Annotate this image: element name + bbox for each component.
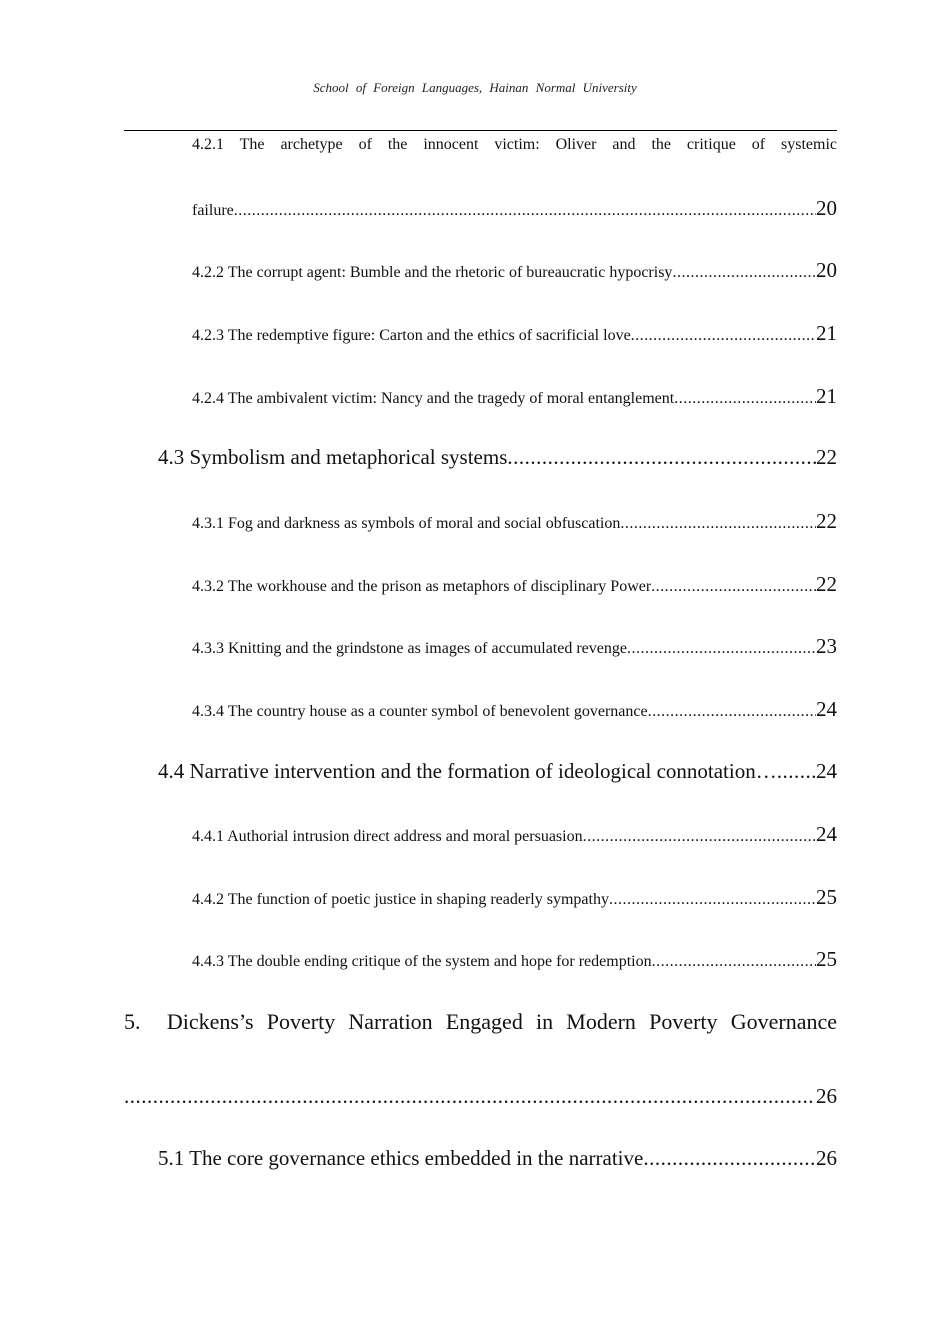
leader-dots bbox=[507, 442, 816, 472]
leader-dots bbox=[652, 947, 816, 974]
toc-entry-text: 4.2.1 The archetype of the innocent victim: Oliver and the critique of systemic bbox=[192, 136, 837, 153]
toc-entry-4-2-2[interactable] bbox=[192, 255, 837, 285]
toc-page-number: 22 bbox=[816, 445, 837, 469]
leader-dots bbox=[124, 1081, 812, 1111]
toc-page-number: 20 bbox=[816, 258, 837, 282]
leader-dots bbox=[777, 756, 816, 786]
toc-entry-4-3[interactable] bbox=[158, 442, 837, 472]
toc-entry-4-2-3[interactable] bbox=[192, 318, 837, 348]
leader-dots bbox=[672, 258, 816, 285]
toc-page-number: 21 bbox=[816, 384, 837, 408]
toc-entry-5-line2[interactable] bbox=[124, 1081, 837, 1111]
toc-entry-5-1[interactable] bbox=[158, 1143, 837, 1173]
toc-entry-text: failure bbox=[192, 202, 234, 219]
toc-entry-text: 5. Dickens’s Poverty Narration Engaged in Modern Poverty Governance bbox=[124, 1009, 837, 1034]
leader-dots bbox=[631, 321, 816, 348]
toc-entry-4-4-3[interactable] bbox=[192, 944, 837, 974]
toc-entry-text: 4.2.2 The corrupt agent: Bumble and the rhetoric of bureaucratic hypocrisy bbox=[192, 264, 673, 281]
leader-dots bbox=[620, 509, 816, 536]
toc-page-number: 26 bbox=[816, 1146, 837, 1170]
toc-entry-5-line1[interactable] bbox=[124, 1007, 837, 1037]
toc-page-number: 24 bbox=[816, 697, 837, 721]
toc-page-number: 25 bbox=[816, 947, 837, 971]
leader-dots bbox=[674, 384, 816, 411]
toc-page-number: 23 bbox=[816, 634, 837, 658]
toc-entry-4-2-1-line2[interactable] bbox=[192, 193, 837, 223]
toc-page-number: 20 bbox=[816, 196, 837, 220]
toc-entry-text: 4.3.1 Fog and darkness as symbols of moral and social obfuscation bbox=[192, 515, 621, 532]
toc-page-number: 24 bbox=[816, 759, 837, 783]
toc-entry-text: 4.3.2 The workhouse and the prison as metaphors of disciplinary Power bbox=[192, 578, 652, 595]
toc-entry-text: 4.3.3 Knitting and the grindstone as images of accumulated revenge bbox=[192, 640, 627, 657]
toc-entry-text: 4.3.4 The country house as a counter symbol of benevolent governance bbox=[192, 703, 648, 720]
leader-dots bbox=[609, 885, 816, 912]
toc-entry-4-4[interactable] bbox=[158, 756, 837, 786]
leader-dots bbox=[583, 822, 816, 849]
toc-entry-4-3-1[interactable] bbox=[192, 506, 837, 536]
toc-entry-text: 4.3 Symbolism and metaphorical systems bbox=[158, 445, 508, 469]
toc-entry-4-4-1[interactable] bbox=[192, 819, 837, 849]
leader-dots bbox=[234, 196, 816, 223]
toc-entry-text: 4.4.1 Authorial intrusion direct address and moral persuasion bbox=[192, 828, 583, 845]
toc-page-number: 24 bbox=[816, 822, 837, 846]
leader-dots bbox=[627, 634, 816, 661]
toc-page-number: 25 bbox=[816, 885, 837, 909]
toc-entry-4-2-1-line1[interactable] bbox=[192, 130, 837, 160]
leader-dots bbox=[651, 572, 816, 599]
toc-entry-text: 4.4.2 The function of poetic justice in shaping readerly sympathy bbox=[192, 891, 609, 908]
toc-entry-text: 5.1 The core governance ethics embedded in the narrative bbox=[158, 1146, 644, 1170]
toc-entry-4-3-3[interactable] bbox=[192, 631, 837, 661]
toc-entry-4-2-4[interactable] bbox=[192, 381, 837, 411]
toc-entry-4-3-4[interactable] bbox=[192, 694, 837, 724]
toc-entry-text: 4.4 Narrative intervention and the formation of ideological connotation… bbox=[158, 759, 777, 783]
toc-entry-4-3-2[interactable] bbox=[192, 569, 837, 599]
toc-entry-text: 4.2.4 The ambivalent victim: Nancy and the tragedy of moral entanglement bbox=[192, 390, 675, 407]
toc-entry-text: 4.4.3 The double ending critique of the system and hope for redemption bbox=[192, 953, 652, 970]
toc-entry-text: 4.2.3 The redemptive figure: Carton and the ethics of sacrificial love bbox=[192, 327, 631, 344]
toc-page-number: 26 bbox=[816, 1084, 837, 1108]
toc-page-number: 22 bbox=[816, 509, 837, 533]
leader-dots bbox=[643, 1143, 816, 1173]
running-header: School of Foreign Languages, Hainan Normal University bbox=[313, 80, 637, 95]
toc-entry-4-4-2[interactable] bbox=[192, 882, 837, 912]
leader-dots bbox=[648, 697, 816, 724]
toc-page-number: 21 bbox=[816, 321, 837, 345]
toc-page-number: 22 bbox=[816, 572, 837, 596]
